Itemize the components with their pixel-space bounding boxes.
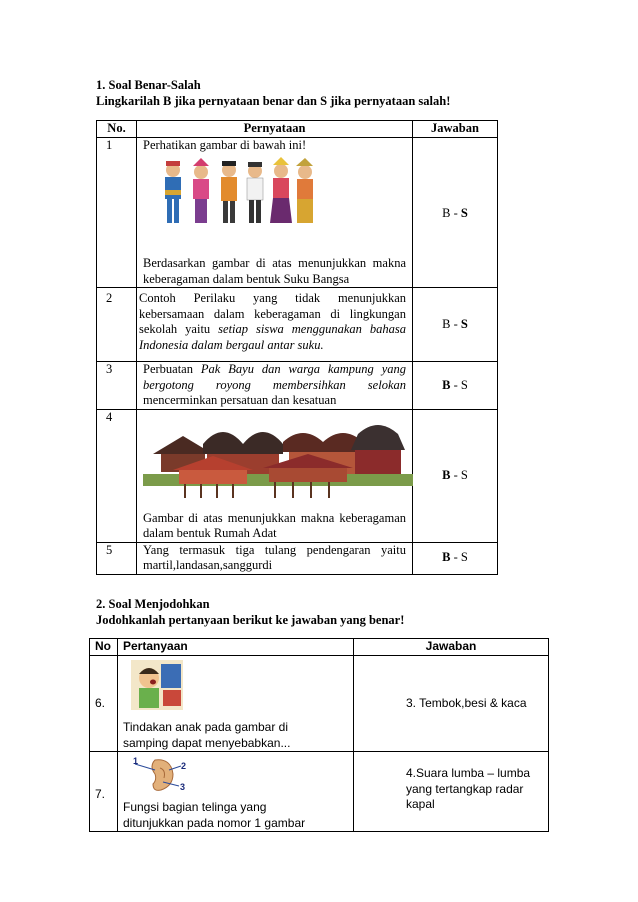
table-row xyxy=(97,542,498,574)
answer-cell[interactable] xyxy=(413,542,498,574)
statement-line: Berdasarkan gambar di atas menunjukkan makna xyxy=(143,256,406,270)
statement-italic: Indonesia dalam bergaul antar suku. xyxy=(139,337,324,352)
header-answer: Jawaban xyxy=(413,121,498,138)
section1-instruction: Lingkarilah B jika pernyataan benar dan S jika pernyataan salah! xyxy=(96,94,451,108)
ear-label-2: 2 xyxy=(181,761,187,771)
statement-cell xyxy=(137,288,413,362)
statement-line: Gambar di atas menunjukkan makna keberagaman xyxy=(143,510,406,525)
question-text xyxy=(123,720,348,751)
answer-separator: - xyxy=(450,550,461,565)
row-number: 6. xyxy=(90,656,118,752)
table-row xyxy=(97,288,498,362)
table-header-row xyxy=(97,121,498,138)
ear-illustration xyxy=(133,756,348,794)
section2-instruction: Jodohkanlah pertanyaan berikut ke jawaban yang benar! xyxy=(96,613,405,627)
statement-line: kebersamaan dalam keberagaman di lingkungan xyxy=(139,306,406,321)
matching-table xyxy=(89,638,549,832)
header-answer: Jawaban xyxy=(354,639,549,656)
ear-label-3: 3 xyxy=(180,782,186,792)
header-no: No. xyxy=(97,121,137,138)
row-number: 4 xyxy=(97,409,137,542)
statement-line xyxy=(139,338,406,354)
answer-line: 4.Suara lumba – lumba xyxy=(406,766,531,780)
statement-cell xyxy=(137,137,413,288)
answer-separator: - xyxy=(450,316,461,331)
question-cell xyxy=(118,656,354,752)
ethnic-children-icon xyxy=(143,156,313,240)
statement-italic: bergotong royong membersihkan selokan xyxy=(143,377,406,392)
statement-line: Yang termasuk tiga tulang pendengaran yaitu xyxy=(143,542,406,557)
ethnic-children-illustration xyxy=(143,156,406,240)
statement-plain: sekolah yaitu xyxy=(139,322,219,336)
answer-cell[interactable] xyxy=(413,137,498,288)
statement-text xyxy=(143,256,406,287)
answer-cell[interactable] xyxy=(354,752,549,832)
answer-b[interactable]: B xyxy=(442,205,451,220)
row-number: 5 xyxy=(97,542,137,574)
answer-b[interactable]: B xyxy=(442,550,451,565)
statement-plain: Perbuatan xyxy=(143,362,201,376)
question-line: Fungsi bagian telinga yang xyxy=(123,800,267,814)
table-row xyxy=(97,137,498,288)
table-row xyxy=(97,362,498,410)
statement-text xyxy=(143,511,406,542)
answer-b[interactable]: B xyxy=(442,377,451,392)
statement-cell xyxy=(137,362,413,410)
table-row xyxy=(90,752,549,832)
row-number: 1 xyxy=(97,137,137,288)
statement-italic: Pak Bayu dan warga kampung yang xyxy=(200,362,406,376)
answer-s[interactable]: S xyxy=(460,467,468,482)
row-number: 2 xyxy=(97,288,137,362)
section1-title: 1. Soal Benar-Salah xyxy=(96,78,201,92)
statement-italic: setiap siswa menggunakan bahasa xyxy=(218,322,406,336)
statement-line: martil,landasan,sanggurdi xyxy=(143,558,273,572)
table-row xyxy=(90,656,549,752)
question-line: samping dapat menyebabkan... xyxy=(123,735,291,750)
statement-line: mencerminkan persatuan dan kesatuan xyxy=(143,393,337,407)
answer-b[interactable]: B xyxy=(442,467,451,482)
statement-cell xyxy=(137,542,413,574)
row-number: 7. xyxy=(90,752,118,832)
answer-s[interactable]: S xyxy=(460,205,468,220)
answer-s[interactable]: S xyxy=(460,316,468,331)
answer-separator: - xyxy=(450,377,461,392)
statement-line: Contoh Perilaku yang tidak menunjukkan xyxy=(139,291,406,305)
statement-line xyxy=(143,378,406,394)
header-question: Pertanyaan xyxy=(118,639,354,656)
true-false-table xyxy=(96,120,498,575)
question-text xyxy=(123,800,348,831)
question-cell xyxy=(118,752,354,832)
child-shouting-icon xyxy=(131,660,183,710)
answer-s[interactable]: S xyxy=(460,377,468,392)
answer-line: yang tertangkap radar xyxy=(406,781,524,796)
statement-line: dalam bentuk Rumah Adat xyxy=(143,526,277,540)
table-row xyxy=(97,409,498,542)
child-wall-illustration xyxy=(131,660,348,712)
section2-title: 2. Soal Menjodohkan xyxy=(96,597,210,611)
answer-cell[interactable] xyxy=(413,362,498,410)
question-line: Tindakan anak pada gambar di xyxy=(123,720,288,734)
header-no: No xyxy=(90,639,118,656)
statement-line: keberagaman dalam bentuk Suku Bangsa xyxy=(143,271,350,286)
answer-separator: - xyxy=(450,467,461,482)
answer-s[interactable]: S xyxy=(460,550,468,565)
answer-cell[interactable] xyxy=(413,288,498,362)
answer-line: kapal xyxy=(406,797,435,811)
traditional-houses-illustration xyxy=(143,414,406,504)
statement-line xyxy=(139,322,406,338)
statement-text: Perhatikan gambar di bawah ini! xyxy=(143,137,307,152)
answer-b[interactable]: B xyxy=(442,316,451,331)
question-line: ditunjukkan pada nomor 1 gambar xyxy=(123,815,306,830)
statement-cell xyxy=(137,409,413,542)
row-number: 3 xyxy=(97,362,137,410)
answer-cell[interactable] xyxy=(413,409,498,542)
ear-label-1: 1 xyxy=(133,756,139,766)
statement-line xyxy=(143,362,406,378)
answer-cell[interactable]: 3. Tembok,besi & kaca xyxy=(354,656,549,752)
table-header-row xyxy=(90,639,549,656)
header-statement: Pernyataan xyxy=(137,121,413,138)
answer-separator: - xyxy=(450,205,461,220)
traditional-house-icon xyxy=(143,414,413,504)
ear-icon xyxy=(133,756,189,794)
